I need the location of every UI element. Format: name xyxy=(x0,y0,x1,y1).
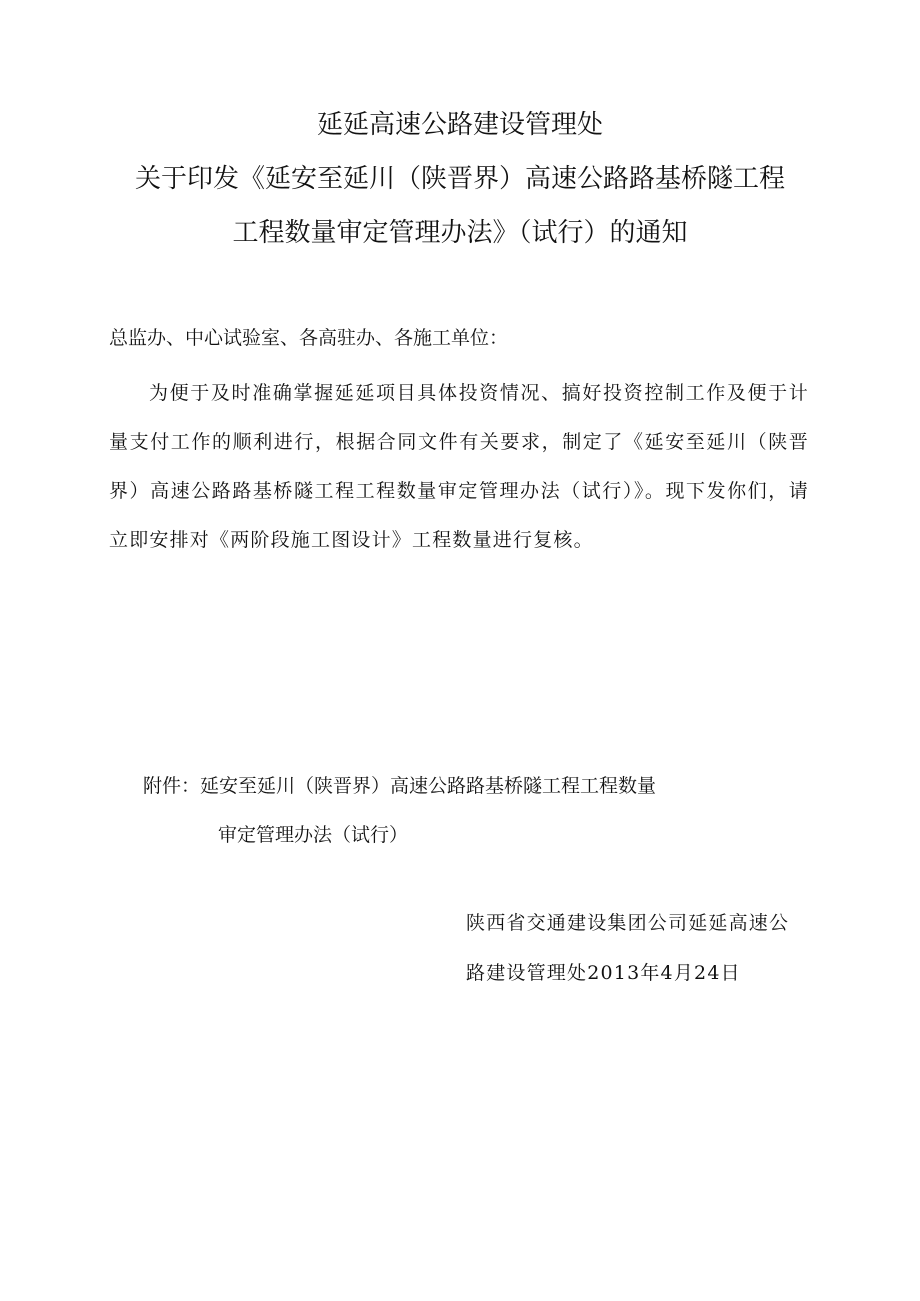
attachment-line-1: 附件：延安至延川（陕晋界）高速公路路基桥隧工程工程数量 xyxy=(143,775,657,797)
signature-block: 陕西省交通建设集团公司延延高速公路建设管理处2013年4月24日 xyxy=(466,912,790,984)
body-paragraph: 为便于及时准确掌握延延项目具体投资情况、搞好投资控制工作及便于计量支付工作的顺利进行，根据合同文件有关要求，制定了《延安至延川（陕晋界）高速公路路基桥隧工程工程数量审定管理办法（试行）》。现下发你们，请立即安排对《两阶段施工图设计》工程数量进行复核。 xyxy=(109,382,809,551)
attachment-note xyxy=(143,762,656,860)
attachment-line-2: 审定管理办法（试行） xyxy=(218,824,409,846)
salutation: 总监办、中心试验室、各高驻办、各施工单位： xyxy=(109,327,509,349)
title-line-2: 关于印发《延安至延川（陕晋界）高速公路路基桥隧工程 xyxy=(134,164,785,194)
title-line-3: 工程数量审定管理办法》（试行）的通知 xyxy=(232,218,688,248)
document-title xyxy=(0,98,920,260)
title-line-1: 延延高速公路建设管理处 xyxy=(316,110,603,140)
